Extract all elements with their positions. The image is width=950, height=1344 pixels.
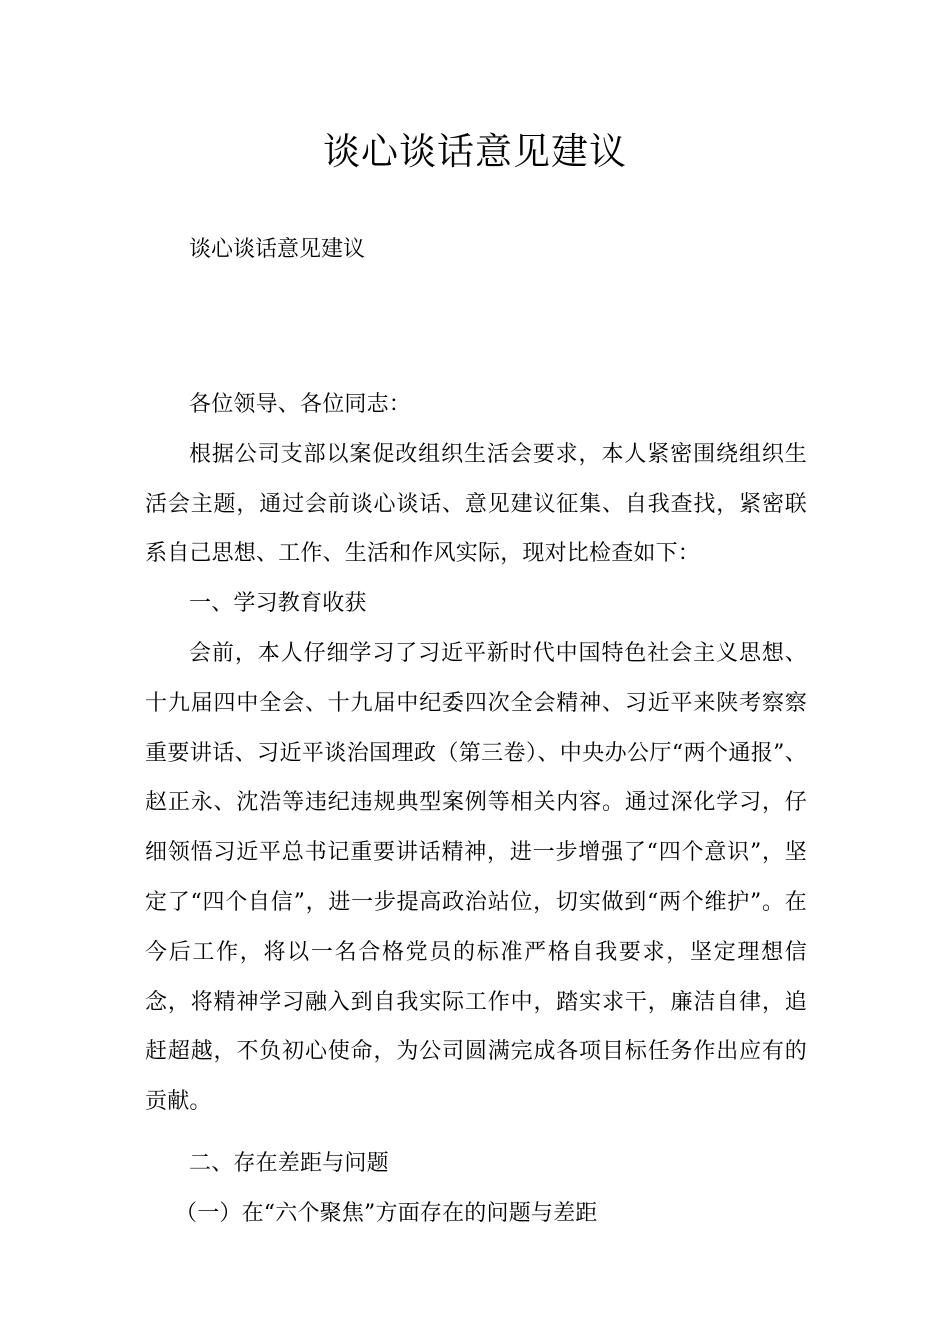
section-1-paragraph: 会前，本人仔细学习了习近平新时代中国特色社会主义思想、十九届四中全会、十九届中纪委四次全会精神、习近平来陕考察察重要讲话、习近平谈治国理政（第三卷）、中央办公厅“两个通报”、赵正永、沈浩等违纪违规典型案例等相关内容。通过深化学习，仔细领悟习近平总书记重要讲话精神，进一步增强了“四个意识”，坚定了“四个自信”，进一步提高政治站位，切实做到“两个维护”。在今后工作，将以一名合格党员的标准严格自我要求，坚定理想信念，将精神学习融入到自我实际工作中，踏实求干，廉洁自律，追赶超越，不负初心使命，为公司圆满完成各项目标任务作出应有的贡献。 <box>145 640 807 1115</box>
section-2-subheading-1: （一）在“六个聚焦”方面存在的问题与差距 <box>175 1200 598 1226</box>
document-title: 谈心谈话意见建议 <box>323 130 627 173</box>
document-subtitle: 谈心谈话意见建议 <box>189 237 366 262</box>
intro-paragraph: 根据公司支部以案促改组织生活会要求，本人紧密围绕组织生活会主题，通过会前谈心谈话、意见建议征集、自我查找，紧密联系自己思想、工作、生活和作风实际，现对比检查如下： <box>145 441 807 567</box>
section-2-heading: 二、存在差距与问题 <box>189 1150 389 1176</box>
document-body <box>145 380 807 1239</box>
salutation-paragraph: 各位领导、各位同志： <box>189 392 412 417</box>
section-1-heading: 一、学习教育收获 <box>189 591 367 617</box>
